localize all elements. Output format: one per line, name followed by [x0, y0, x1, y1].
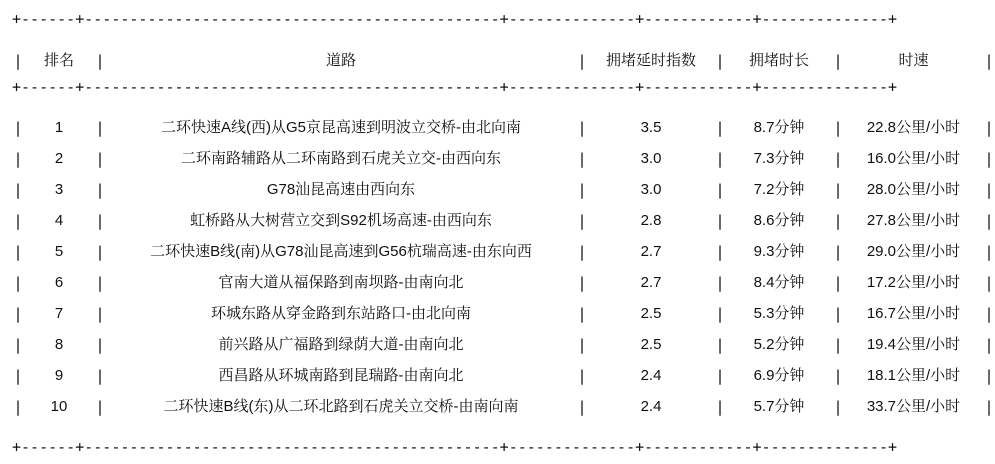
- spacer-row-bottom: [12, 422, 995, 438]
- pipe-separator: |: [577, 242, 587, 261]
- pipe-separator: |: [833, 366, 843, 385]
- pipe-separator: |: [984, 335, 994, 354]
- cell-speed: 16.0公里/小时: [866, 150, 961, 167]
- pipe-separator: |: [95, 273, 105, 292]
- pipe-separator: |: [577, 273, 587, 292]
- pipe-separator: |: [13, 211, 23, 230]
- cell-congestion-index: 2.7: [640, 243, 662, 260]
- cell-congestion-index: 2.5: [640, 336, 662, 353]
- table-row: [12, 236, 995, 267]
- cell-congestion-index: 3.0: [640, 150, 662, 167]
- pipe-separator: |: [984, 304, 994, 323]
- table-row: [12, 205, 995, 236]
- rule-line-bottom: +------+----------------------------------------------+--------------+------------+--------------+: [12, 438, 898, 456]
- cell-road: 官南大道从福保路到南坝路-由南向北: [218, 274, 464, 291]
- pipe-separator: |: [984, 180, 994, 199]
- pipe-separator: |: [13, 273, 23, 292]
- rule-line-header: +------+----------------------------------------------+--------------+------------+--------------+: [12, 78, 898, 96]
- pipe-separator: |: [577, 335, 587, 354]
- pipe-separator: |: [95, 149, 105, 168]
- pipe-separator: |: [715, 149, 725, 168]
- cell-speed: 33.7公里/小时: [866, 398, 961, 415]
- pipe-separator: |: [715, 335, 725, 354]
- cell-road: G78汕昆高速由西向东: [266, 181, 416, 198]
- pipe-separator: |: [715, 366, 725, 385]
- cell-duration: 6.9分钟: [753, 367, 805, 384]
- cell-rank: 4: [54, 212, 64, 229]
- cell-congestion-index: 2.5: [640, 305, 662, 322]
- pipe-separator: |: [833, 118, 843, 137]
- pipe-separator: |: [13, 366, 23, 385]
- pipe-separator: |: [95, 211, 105, 230]
- pipe-separator: |: [984, 52, 994, 70]
- pipe-separator: |: [13, 52, 23, 70]
- column-header-congestion-index: 拥堵延时指数: [605, 52, 696, 69]
- pipe-separator: |: [833, 304, 843, 323]
- cell-speed: 16.7公里/小时: [866, 305, 961, 322]
- cell-duration: 7.3分钟: [753, 150, 805, 167]
- pipe-separator: |: [13, 304, 23, 323]
- pipe-separator: |: [833, 242, 843, 261]
- pipe-separator: |: [715, 397, 725, 416]
- column-header-speed: 时速: [898, 52, 929, 69]
- pipe-separator: |: [577, 397, 587, 416]
- cell-rank: 2: [54, 150, 64, 167]
- cell-road: 二环快速B线(东)从二环北路到石虎关立交桥-由南向南: [163, 398, 519, 415]
- table-row: [12, 174, 995, 205]
- cell-road: 二环快速A线(西)从G5京昆高速到明波立交桥-由北向南: [160, 119, 521, 136]
- pipe-separator: |: [577, 211, 587, 230]
- table-row: [12, 267, 995, 298]
- cell-congestion-index: 3.0: [640, 181, 662, 198]
- cell-duration: 8.4分钟: [753, 274, 805, 291]
- cell-road: 二环快速B线(南)从G78汕昆高速到G56杭瑞高速-由东向西: [150, 243, 532, 260]
- pipe-separator: |: [13, 397, 23, 416]
- pipe-separator: |: [984, 242, 994, 261]
- pipe-separator: |: [984, 118, 994, 137]
- cell-congestion-index: 2.8: [640, 212, 662, 229]
- table-row: [12, 360, 995, 391]
- pipe-separator: |: [984, 366, 994, 385]
- pipe-separator: |: [577, 304, 587, 323]
- spacer-row-body: [12, 96, 995, 112]
- pipe-separator: |: [95, 397, 105, 416]
- pipe-separator: |: [833, 211, 843, 230]
- cell-speed: 18.1公里/小时: [866, 367, 961, 384]
- pipe-separator: |: [95, 304, 105, 323]
- table-rule-bottom: [12, 438, 995, 456]
- pipe-separator: |: [95, 52, 105, 70]
- pipe-separator: |: [95, 335, 105, 354]
- cell-congestion-index: 2.4: [640, 367, 662, 384]
- pipe-separator: |: [577, 180, 587, 199]
- pipe-separator: |: [833, 397, 843, 416]
- pipe-separator: |: [833, 52, 843, 70]
- cell-duration: 5.2分钟: [753, 336, 805, 353]
- table-row: [12, 112, 995, 143]
- table-row: [12, 391, 995, 422]
- pipe-separator: |: [715, 273, 725, 292]
- cell-duration: 9.3分钟: [753, 243, 805, 260]
- cell-speed: 27.8公里/小时: [866, 212, 961, 229]
- pipe-separator: |: [984, 273, 994, 292]
- column-header-road: 道路: [325, 52, 356, 69]
- cell-road: 虹桥路从大树营立交到S92机场高速-由西向东: [190, 212, 492, 229]
- pipe-separator: |: [984, 397, 994, 416]
- pipe-separator: |: [715, 52, 725, 70]
- cell-rank: 8: [54, 336, 64, 353]
- pipe-separator: |: [715, 242, 725, 261]
- pipe-separator: |: [833, 149, 843, 168]
- pipe-separator: |: [13, 180, 23, 199]
- pipe-separator: |: [13, 335, 23, 354]
- cell-duration: 5.3分钟: [753, 305, 805, 322]
- table-rule-header: [12, 78, 995, 96]
- pipe-separator: |: [95, 118, 105, 137]
- pipe-separator: |: [984, 149, 994, 168]
- cell-road: 环城东路从穿金路到东站路口-由北向南: [211, 305, 471, 322]
- cell-speed: 22.8公里/小时: [866, 119, 961, 136]
- pipe-separator: |: [715, 118, 725, 137]
- pipe-separator: |: [715, 304, 725, 323]
- pipe-separator: |: [984, 211, 994, 230]
- cell-road: 西昌路从环城南路到昆瑞路-由南向北: [218, 367, 464, 384]
- cell-road: 二环南路辅路从二环南路到石虎关立交-由西向东: [181, 150, 501, 167]
- cell-road: 前兴路从广福路到绿荫大道-由南向北: [218, 336, 464, 353]
- pipe-separator: |: [13, 242, 23, 261]
- table-header-row: [12, 44, 995, 78]
- pipe-separator: |: [833, 273, 843, 292]
- cell-rank: 6: [54, 274, 64, 291]
- pipe-separator: |: [13, 149, 23, 168]
- cell-rank: 9: [54, 367, 64, 384]
- column-header-duration: 拥堵时长: [748, 52, 809, 69]
- cell-duration: 8.6分钟: [753, 212, 805, 229]
- cell-speed: 28.0公里/小时: [866, 181, 961, 198]
- pipe-separator: |: [577, 366, 587, 385]
- cell-rank: 1: [54, 119, 64, 136]
- pipe-separator: |: [577, 52, 587, 70]
- cell-congestion-index: 3.5: [640, 119, 662, 136]
- pipe-separator: |: [577, 149, 587, 168]
- cell-rank: 5: [54, 243, 64, 260]
- pipe-separator: |: [715, 211, 725, 230]
- pipe-separator: |: [577, 118, 587, 137]
- cell-speed: 17.2公里/小时: [866, 274, 961, 291]
- traffic-congestion-table: [12, 10, 995, 456]
- pipe-separator: |: [95, 242, 105, 261]
- cell-congestion-index: 2.7: [640, 274, 662, 291]
- pipe-separator: |: [95, 180, 105, 199]
- pipe-separator: |: [833, 180, 843, 199]
- column-header-rank: 排名: [43, 52, 74, 69]
- pipe-separator: |: [13, 118, 23, 137]
- table-row: [12, 143, 995, 174]
- cell-duration: 8.7分钟: [753, 119, 805, 136]
- spacer-row-top: [12, 28, 995, 44]
- rule-line-top: +------+----------------------------------------------+--------------+------------+--------------+: [12, 10, 898, 28]
- cell-rank: 3: [54, 181, 64, 198]
- pipe-separator: |: [95, 366, 105, 385]
- pipe-separator: |: [715, 180, 725, 199]
- table-rule-top: [12, 10, 995, 28]
- cell-duration: 5.7分钟: [753, 398, 805, 415]
- cell-rank: 10: [50, 398, 68, 415]
- cell-speed: 19.4公里/小时: [866, 336, 961, 353]
- cell-duration: 7.2分钟: [753, 181, 805, 198]
- cell-congestion-index: 2.4: [640, 398, 662, 415]
- cell-speed: 29.0公里/小时: [866, 243, 961, 260]
- table-row: [12, 298, 995, 329]
- table-row: [12, 329, 995, 360]
- cell-rank: 7: [54, 305, 64, 322]
- pipe-separator: |: [833, 335, 843, 354]
